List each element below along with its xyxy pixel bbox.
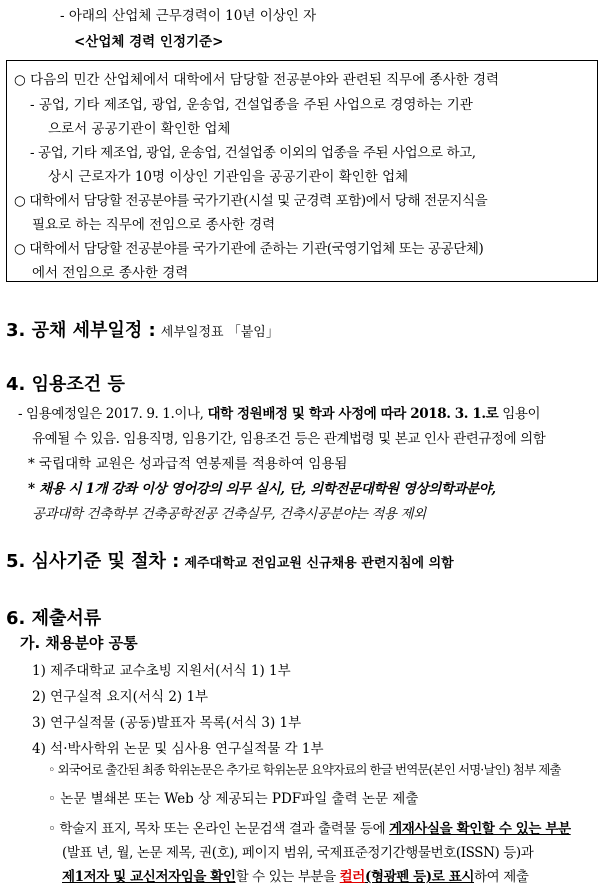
section-4-note2-line2: 공과대학 건축학부 건축공학전공 건축실무, 건축시공분야는 적용 제외 — [32, 506, 426, 522]
section-4-note2-line1: * 채용 시 1개 강좌 이상 영어강의 의무 실시, 단, 의학전문대학원 영상의학과분야, — [28, 481, 496, 497]
doc-item-2: 2) 연구실적 요지(서식 2) 1부 — [32, 689, 209, 705]
section-6-heading: 6. 제출서류 — [6, 608, 102, 629]
section-4-note1: * 국립대학 교원은 성과급적 연봉제를 적용하여 임용됨 — [28, 456, 348, 472]
doc-bullet-3-mark: (형광펜 등)로 표시 — [364, 869, 475, 885]
doc-bullet-3-author: 제1저자 및 교신저자임을 확인 — [62, 869, 236, 885]
section-6-subheading: 가. 채용분야 공통 — [20, 634, 138, 652]
doc-bullet-2: ◦ 논문 별쇄본 또는 Web 상 제공되는 PDF파일 출력 논문 제출 — [48, 791, 419, 807]
doc-bullet-3-line3 — [62, 865, 528, 885]
section-4-p1-a: - 임용예정일은 2017. 9. 1.이나, — [18, 406, 208, 422]
criteria-1a-line2: 으로서 공공기관이 확인한 업체 — [48, 121, 231, 137]
doc-item-1: 1) 제주대학교 교수초빙 지원서(서식 1) 1부 — [32, 663, 291, 679]
intro-line: - 아래의 산업체 근무경력이 10년 이상인 자 — [60, 8, 317, 24]
doc-bullet-3-end: 하여 제출 — [474, 869, 529, 885]
section-4-heading: 4. 임용조건 등 — [6, 374, 125, 395]
criteria-1b-line1: - 공업, 기타 제조업, 광업, 운송업, 건설업종 이외의 업종을 주된 사업으로 하고, — [30, 145, 476, 161]
criteria-3-line2: 에서 전임으로 종사한 경력 — [32, 265, 189, 281]
doc-item-4: 4) 석·박사학위 논문 및 심사용 연구실적물 각 1부 — [32, 741, 324, 757]
section-5 — [6, 547, 454, 573]
doc-bullet-3-color: 컬러 — [339, 869, 365, 885]
doc-bullet-3-line2: (발표 년, 월, 논문 제목, 권(호), 페이지 범위, 국제표준정기간행물번호(ISSN) 등)과 — [62, 845, 534, 861]
section-4-p1-c: 임용이 — [498, 406, 541, 422]
doc-bullet-3-line1 — [48, 817, 571, 837]
criteria-3-line1: ○ 대학에서 담당할 전공분야를 국가기관에 준하는 기관(국영기업체 또는 공공단체) — [14, 241, 484, 257]
doc-bullet-1: ◦ 외국어로 출간된 최종 학위논문은 추가로 학위논문 요약자료의 한글 번역문(본인 서명·날인) 첨부 제출 — [48, 762, 561, 777]
doc-item-3: 3) 연구실적물 (공동)발표자 목록(서식 3) 1부 — [32, 715, 302, 731]
criteria-1: ○ 다음의 민간 산업체에서 대학에서 담당할 전공분야와 관련된 직무에 종사한 경력 — [14, 72, 500, 88]
section-4-paragraph-line1 — [18, 402, 540, 422]
section-4-paragraph-line2: 유예될 수 있음. 임용직명, 임용기간, 임용조건 등은 관계법령 및 본교 인사 관련규정에 의함 — [32, 431, 546, 447]
section-3-text: 세부일정표 「붙임」 — [160, 325, 279, 340]
criteria-2-line2: 필요로 하는 직무에 전임으로 종사한 경력 — [32, 217, 276, 233]
doc-bullet-3-a: ◦ 학술지 표지, 목차 또는 온라인 논문검색 결과 출력물 등에 — [48, 821, 390, 837]
section-3 — [6, 316, 279, 342]
doc-bullet-3-highlight: 게재사실을 확인할 수 있는 부분 — [389, 821, 571, 837]
section-5-heading: 5. 심사기준 및 절차 : — [6, 551, 180, 572]
section-3-heading: 3. 공채 세부일정 : — [6, 320, 156, 341]
section-4-p1-b: 대학 정원배정 및 학과 사정에 따라 2018. 3. 1.로 — [207, 406, 499, 422]
criteria-2-line1: ○ 대학에서 담당할 전공분야를 국가기관(시설 및 군경력 포함)에서 당해 전문지식을 — [14, 193, 488, 209]
criteria-1a-line1: - 공업, 기타 제조업, 광업, 운송업, 건설업종을 주된 사업으로 경영하는 기관 — [30, 97, 473, 113]
doc-bullet-3-mid: 할 수 있는 부분을 — [235, 869, 340, 885]
criteria-1b-line2: 상시 근로자가 10명 이상인 기관임을 공공기관이 확인한 업체 — [48, 169, 409, 185]
section-5-text: 제주대학교 전임교원 신규채용 관련지침에 의함 — [184, 556, 454, 571]
box-title: <산업체 경력 인정기준> — [74, 34, 224, 50]
